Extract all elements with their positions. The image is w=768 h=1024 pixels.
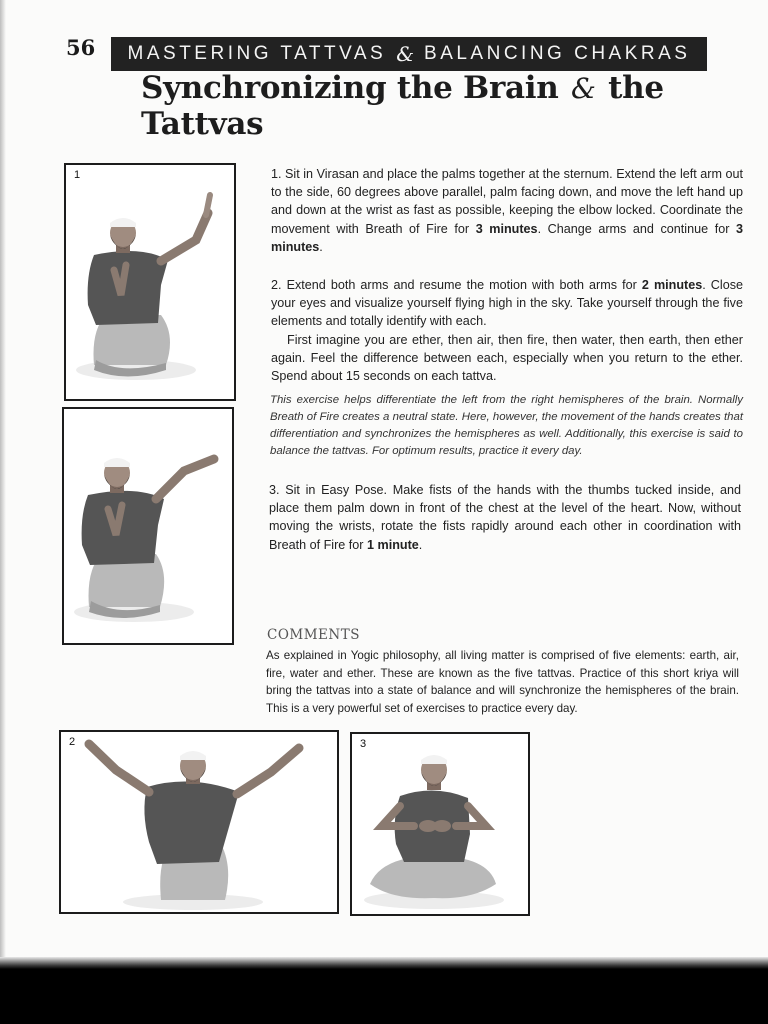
exercise-1-part-a: 1. Sit in Virasan and place the palms together at the sternum. Extend the left arm out to the side, 60 degrees above parallel, palm facing down, and move the left hand up and down at the wrist as fast as possible, keeping the elbow locked. Coordinate the movement with Breath of Fire for (271, 167, 743, 236)
exercise-1-duration-2: 3 minutes (271, 221, 743, 254)
person-easy-pose-fists-illustration (352, 734, 528, 914)
exercise-2-part-a: 2. Extend both arms and resume the motion with both arms for (271, 278, 642, 292)
page-binding-shadow (0, 0, 6, 962)
title-ampersand: & (570, 72, 596, 105)
exercise-1-text (271, 165, 743, 256)
chapter-banner (111, 37, 707, 71)
title-left: Synchronizing the Brain (141, 70, 559, 106)
exercise-3-part-a: 3. Sit in Easy Pose. Make fists of the hands with the thumbs tucked inside, and place them palm down in front of the chest at the level of the heart. Now, without moving the wrists, rotate the fists rapidly around each other in coordination with Breath of Fire for (269, 483, 741, 552)
exercise-photo-2 (59, 730, 339, 914)
figure-number: 3 (360, 738, 367, 750)
exercise-photo-1b (62, 407, 234, 645)
exercise-1-duration-1: 3 minutes (475, 221, 538, 236)
page-title (141, 70, 701, 142)
figure-number: 1 (74, 169, 81, 181)
comments-heading: COMMENTS (267, 627, 360, 643)
exercise-3-text (269, 481, 741, 554)
person-other-arm-raised-illustration (64, 409, 232, 643)
page-number: 56 (66, 35, 96, 60)
banner-ampersand: & (396, 42, 415, 66)
exercise-3-part-c: . (418, 537, 423, 552)
exercise-1-part-c: . Change arms and continue for (537, 221, 736, 236)
exercise-2-paragraph-2: First imagine you are ether, then air, then fire, then water, then earth, then ether again. Feel the difference between each, especially when you return to the ether. Spend about 15 seconds on each tattva. (271, 332, 743, 384)
exercise-note (270, 392, 743, 460)
exercise-2-text (271, 276, 743, 385)
comments-body: As explained in Yogic philosophy, all living matter is comprised of five elements: earth, air, fire, water and ether. These are known as the five tattvas. Practice of this short kriya will bring the tattvas into a state of balance and will synchronize the hemispheres of the brain. This is a very powerful set of exercises to practice every day. (266, 649, 739, 715)
title-right: the Tattvas (141, 70, 664, 142)
banner-text-right: BALANCING CHAKRAS (424, 43, 691, 64)
exercise-1-part-d: . (319, 239, 323, 254)
banner-text-left: MASTERING TATTVAS (127, 43, 387, 64)
exercise-2-duration: 2 minutes (641, 278, 703, 292)
exercise-note-text: This exercise helps differentiate the left from the right hemispheres of the brain. Normally Breath of Fire creates a neutral state. Here, however, the movement of the hands creates that differentiation and synchronizes the hemispheres as well. Additionally, this exercise is said to balance the tattvas. For optimum results, practice it every day. (270, 394, 743, 457)
figure-number: 2 (69, 736, 76, 748)
exercise-photo-3 (350, 732, 530, 916)
person-both-arms-raised-illustration (61, 732, 337, 912)
comments-section (266, 647, 739, 717)
page-bottom-edge (0, 957, 768, 969)
person-one-arm-raised-illustration (66, 165, 234, 399)
exercise-2-part-c: . Close your eyes and visualize yourself flying high in the sky. Take yourself through the five elements and totally identify with each. (271, 278, 743, 329)
exercise-photo-1 (64, 163, 236, 401)
exercise-3-duration: 1 minute (367, 537, 419, 552)
